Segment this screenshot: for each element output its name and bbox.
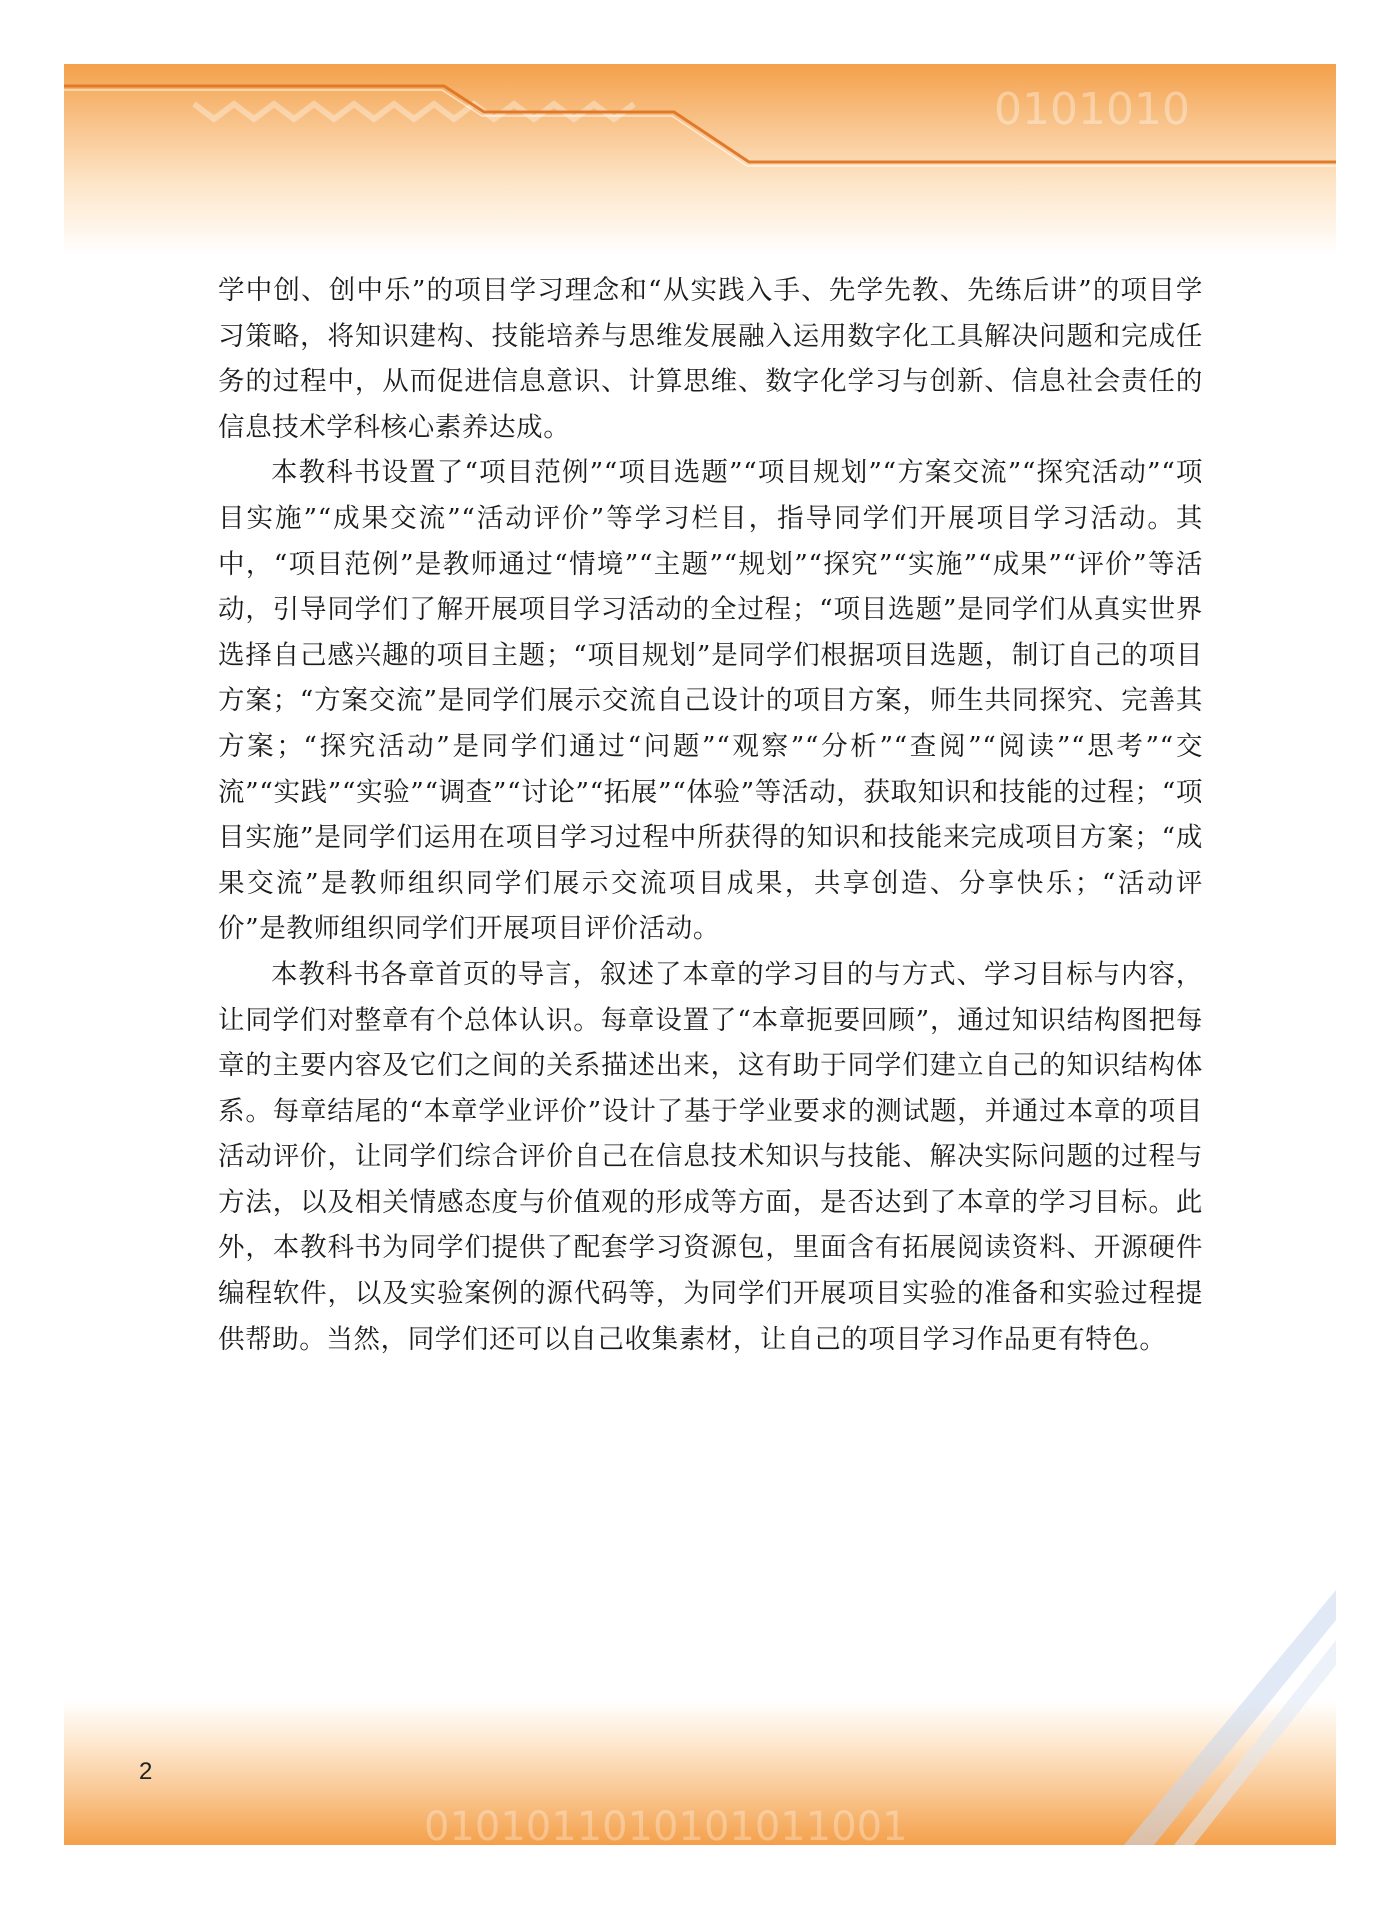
page-number: 2	[139, 1758, 153, 1785]
header-decoration	[64, 64, 1336, 254]
svg-text:0101011010101011001: 0101011010101011001	[424, 1804, 908, 1845]
paragraph-3: 本教科书各章首页的导言，叙述了本章的学习目的与方式、学习目标与内容，让同学们对整章有个总体认识。每章设置了“本章扼要回顾”，通过知识结构图把每章的主要内容及它们之间的关系描述出来，这有助于同学们建立自己的知识结构体系。每章结尾的“本章学业评价”设计了基于学业要求的测试题，并通过本章的项目活动评价，让同学们综合评价自己在信息技术知识与技能、解决实际问题的过程与方法，以及相关情感态度与价值观的形成等方面，是否达到了本章的学习目标。此外，本教科书为同学们提供了配套学习资源包，里面含有拓展阅读资料、开源硬件编程软件，以及实验案例的源代码等，为同学们开展项目实验的准备和实验过程提供帮助。当然，同学们还可以自己收集素材，让自己的项目学习作品更有特色。	[218, 958, 1203, 1355]
footer-diagonal-stripes	[1124, 1590, 1336, 1845]
svg-text:0101010: 0101010	[994, 84, 1190, 135]
footer-binary-pattern	[424, 1804, 908, 1845]
paragraph-2: 本教科书设置了“项目范例”“项目选题”“项目规划”“方案交流”“探究活动”“项目实施”“成果交流”“活动评价”等学习栏目，指导同学们开展项目学习活动。其中，“项目范例”是教师通过“情境”“主题”“规划”“探究”“实施”“成果”“评价”等活动，引导同学们了解开展项目学习活动的全过程；“项目选题”是同学们从真实世界选择自己感兴趣的项目主题；“项目规划”是同学们根据项目选题，制订自己的项目方案；“方案交流”是同学们展示交流自己设计的项目方案，师生共同探究、完善其方案；“探究活动”是同学们通过“问题”“观察”“分析”“查阅”“阅读”“思考”“交流”“实践”“实验”“调查”“讨论”“拓展”“体验”等活动，获取知识和技能的过程；“项目实施”是同学们运用在项目学习过程中所获得的知识和技能来完成项目方案；“成果交流”是教师组织同学们展示交流项目成果，共享创造、分享快乐；“活动评价”是教师组织同学们开展项目评价活动。	[218, 457, 1203, 945]
paragraph-1: 学中创、创中乐”的项目学习理念和“从实践入手、先学先教、先练后讲”的项目学习策略，将知识建构、技能培养与思维发展融入运用数字化工具解决问题和完成任务的过程中，从而促进信息意识、计算思维、数字化学习与创新、信息社会责任的信息技术学科核心素养达成。	[218, 275, 1203, 443]
footer-decoration	[64, 1590, 1336, 1845]
header-binary-pattern	[994, 84, 1190, 135]
body-text	[218, 268, 1203, 1362]
